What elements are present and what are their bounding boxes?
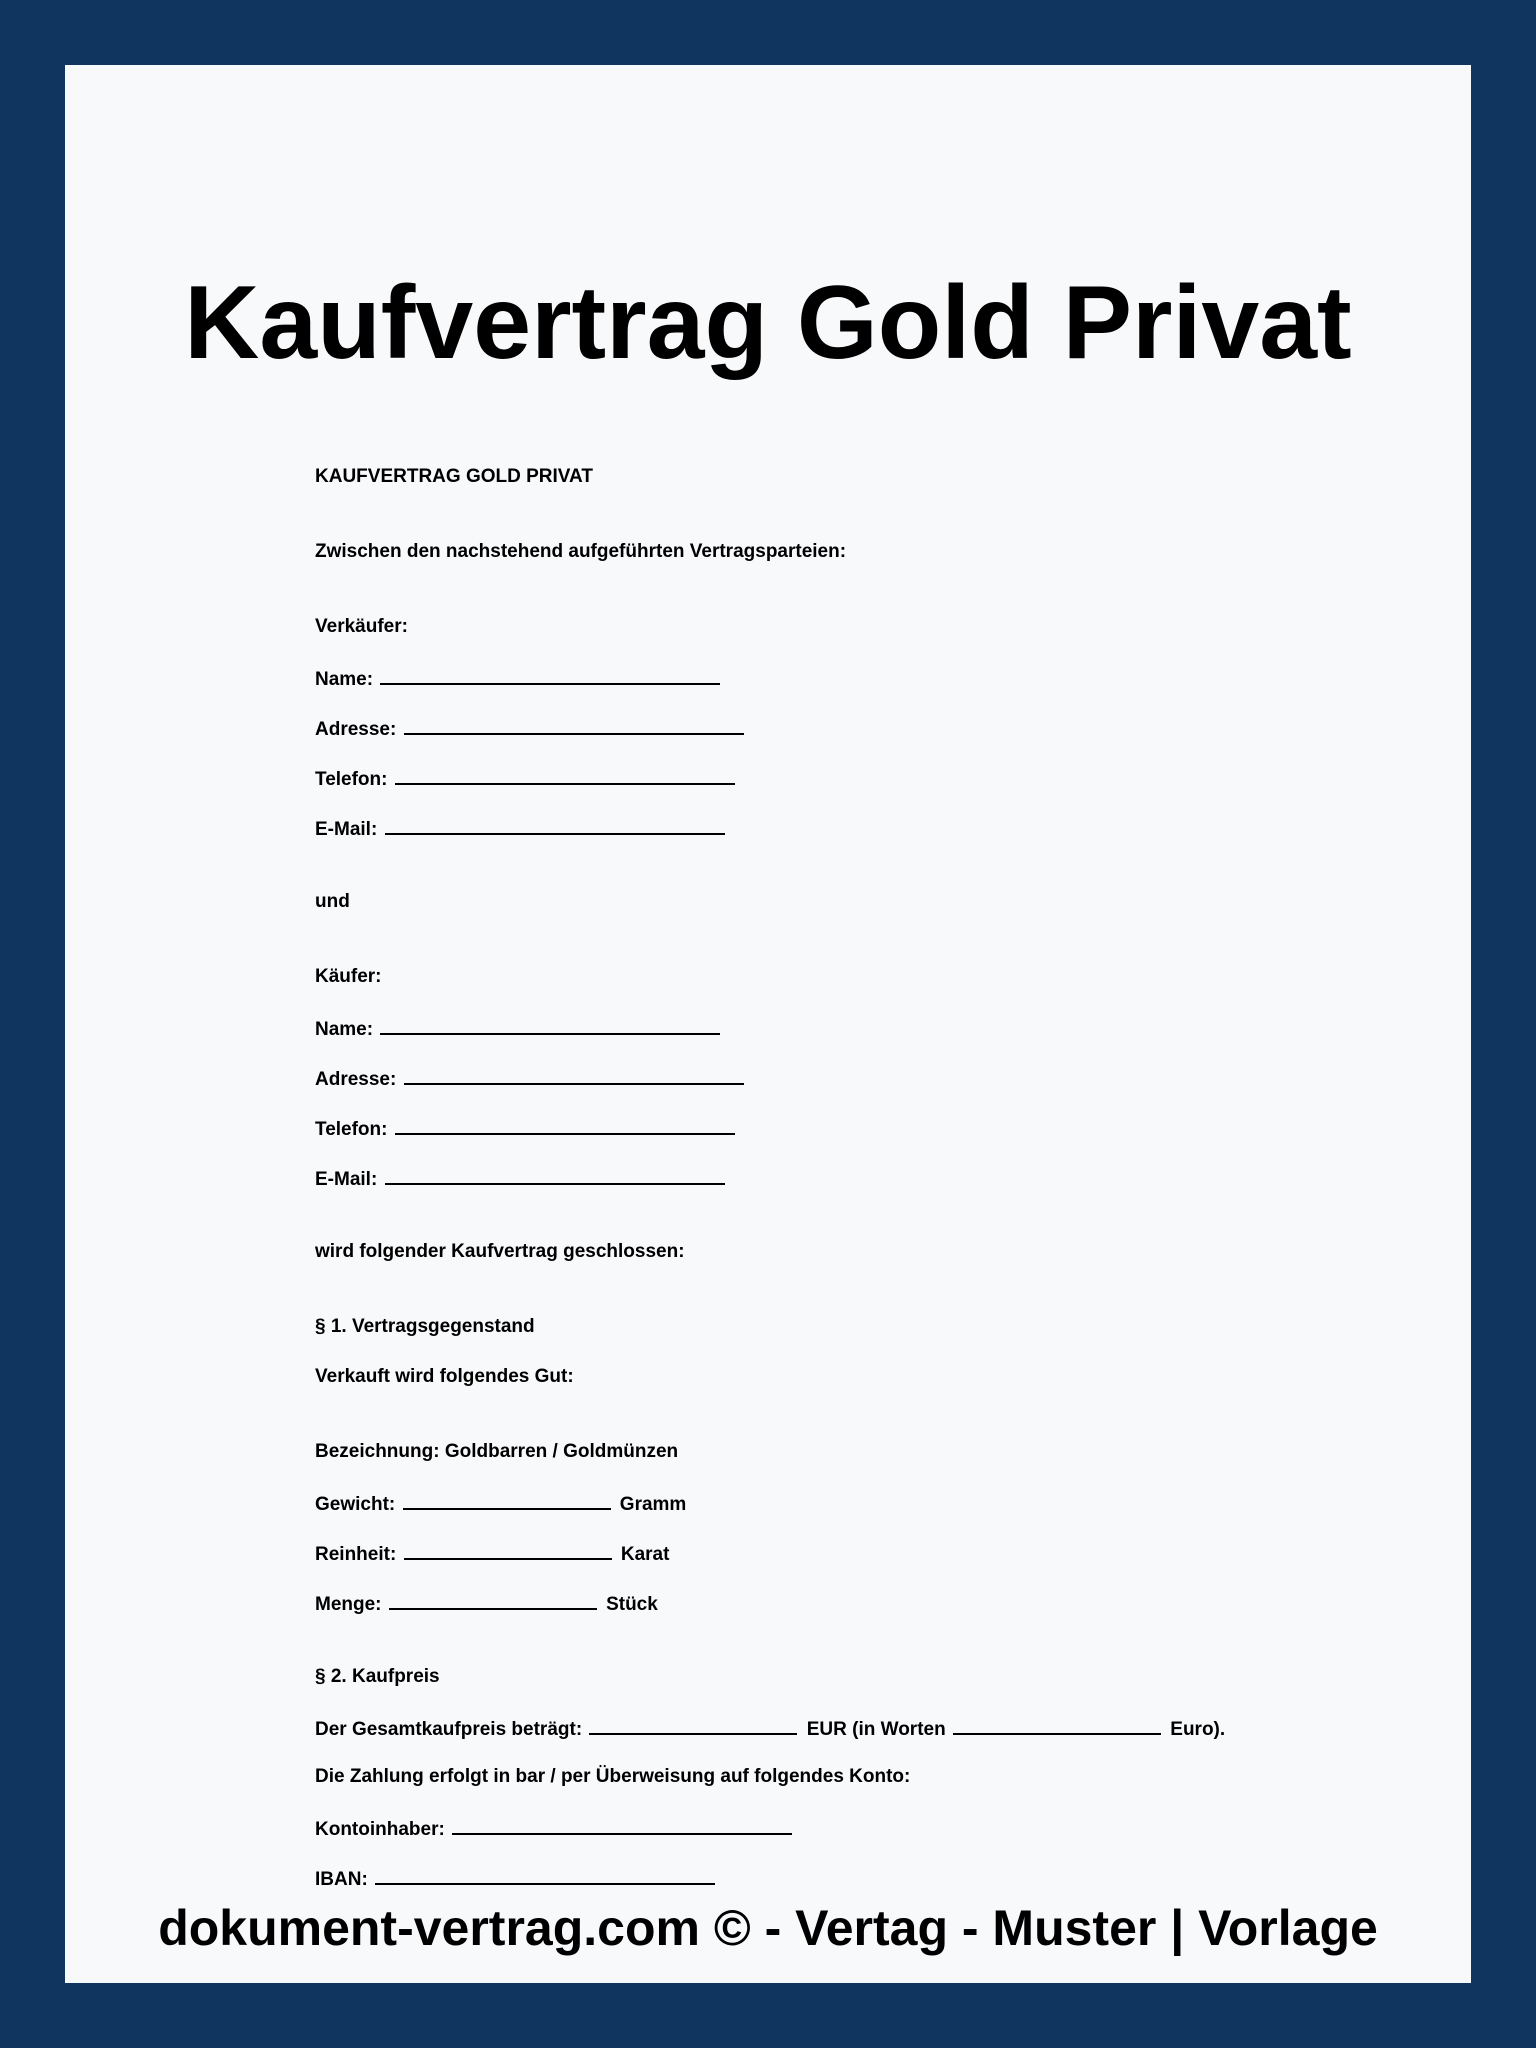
field-label: E-Mail: <box>315 1169 378 1190</box>
account-holder-field <box>315 1815 796 1842</box>
seller-address-field <box>315 715 748 742</box>
buyer-phone-field <box>315 1115 739 1142</box>
field-label: IBAN: <box>315 1869 368 1890</box>
conclusion-text: wird folgender Kaufvertrag geschlossen: <box>315 1241 685 1262</box>
field-label: Adresse: <box>315 719 397 740</box>
footer-watermark: dokument-vertrag.com © - Vertag - Muster | Vorlage <box>158 1900 1378 1956</box>
seller-phone-blank[interactable] <box>395 765 735 785</box>
iban-field <box>315 1865 719 1892</box>
section1-intro: Verkauft wird folgendes Gut: <box>315 1366 574 1387</box>
page-title: Kaufvertrag Gold Privat <box>184 265 1352 381</box>
seller-name-field <box>315 665 724 692</box>
buyer-address-field <box>315 1065 748 1092</box>
document-page <box>65 65 1471 1983</box>
and-text: und <box>315 891 350 912</box>
price-suffix: Euro). <box>1170 1719 1226 1740</box>
seller-email-blank[interactable] <box>385 815 725 835</box>
iban-blank[interactable] <box>375 1865 715 1885</box>
buyer-name-field <box>315 1015 724 1042</box>
field-label: Reinheit: <box>315 1544 397 1565</box>
buyer-address-blank[interactable] <box>404 1065 744 1085</box>
price-mid: EUR (in Worten <box>806 1719 946 1740</box>
account-holder-blank[interactable] <box>452 1815 792 1835</box>
buyer-label: Käufer: <box>315 966 382 987</box>
section2-heading: § 2. Kaufpreis <box>315 1666 440 1687</box>
seller-address-blank[interactable] <box>404 715 744 735</box>
seller-email-field <box>315 815 729 842</box>
seller-name-blank[interactable] <box>380 665 720 685</box>
field-label: Kontoinhaber: <box>315 1819 445 1840</box>
buyer-phone-blank[interactable] <box>395 1115 735 1135</box>
field-label: E-Mail: <box>315 819 378 840</box>
payment-text: Die Zahlung erfolgt in bar / per Überweisung auf folgendes Konto: <box>315 1766 911 1787</box>
designation-text: Bezeichnung: Goldbarren / Goldmünzen <box>315 1441 679 1462</box>
price-words-blank[interactable] <box>953 1715 1161 1735</box>
unit-label: Gramm <box>619 1494 687 1515</box>
unit-label: Karat <box>620 1544 670 1565</box>
purity-blank[interactable] <box>404 1540 612 1560</box>
field-label: Telefon: <box>315 769 388 790</box>
section1-heading: § 1. Vertragsgegenstand <box>315 1316 535 1337</box>
weight-field <box>315 1490 686 1517</box>
price-amount-blank[interactable] <box>589 1715 797 1735</box>
unit-label: Stück <box>606 1594 658 1615</box>
quantity-field <box>315 1590 658 1617</box>
field-label: Adresse: <box>315 1069 397 1090</box>
document-heading: KAUFVERTRAG GOLD PRIVAT <box>315 466 593 487</box>
price-prefix: Der Gesamtkaufpreis beträgt: <box>315 1719 583 1740</box>
buyer-name-blank[interactable] <box>380 1015 720 1035</box>
field-label: Name: <box>315 1019 374 1040</box>
field-label: Name: <box>315 669 374 690</box>
field-label: Gewicht: <box>315 1494 396 1515</box>
seller-phone-field <box>315 765 739 792</box>
price-field <box>315 1715 1225 1742</box>
seller-label: Verkäufer: <box>315 616 408 637</box>
buyer-email-field <box>315 1165 729 1192</box>
field-label: Telefon: <box>315 1119 388 1140</box>
buyer-email-blank[interactable] <box>385 1165 725 1185</box>
field-label: Menge: <box>315 1594 382 1615</box>
quantity-blank[interactable] <box>389 1590 597 1610</box>
purity-field <box>315 1540 669 1567</box>
intro-text: Zwischen den nachstehend aufgeführten Vertragsparteien: <box>315 541 847 562</box>
weight-blank[interactable] <box>403 1490 611 1510</box>
